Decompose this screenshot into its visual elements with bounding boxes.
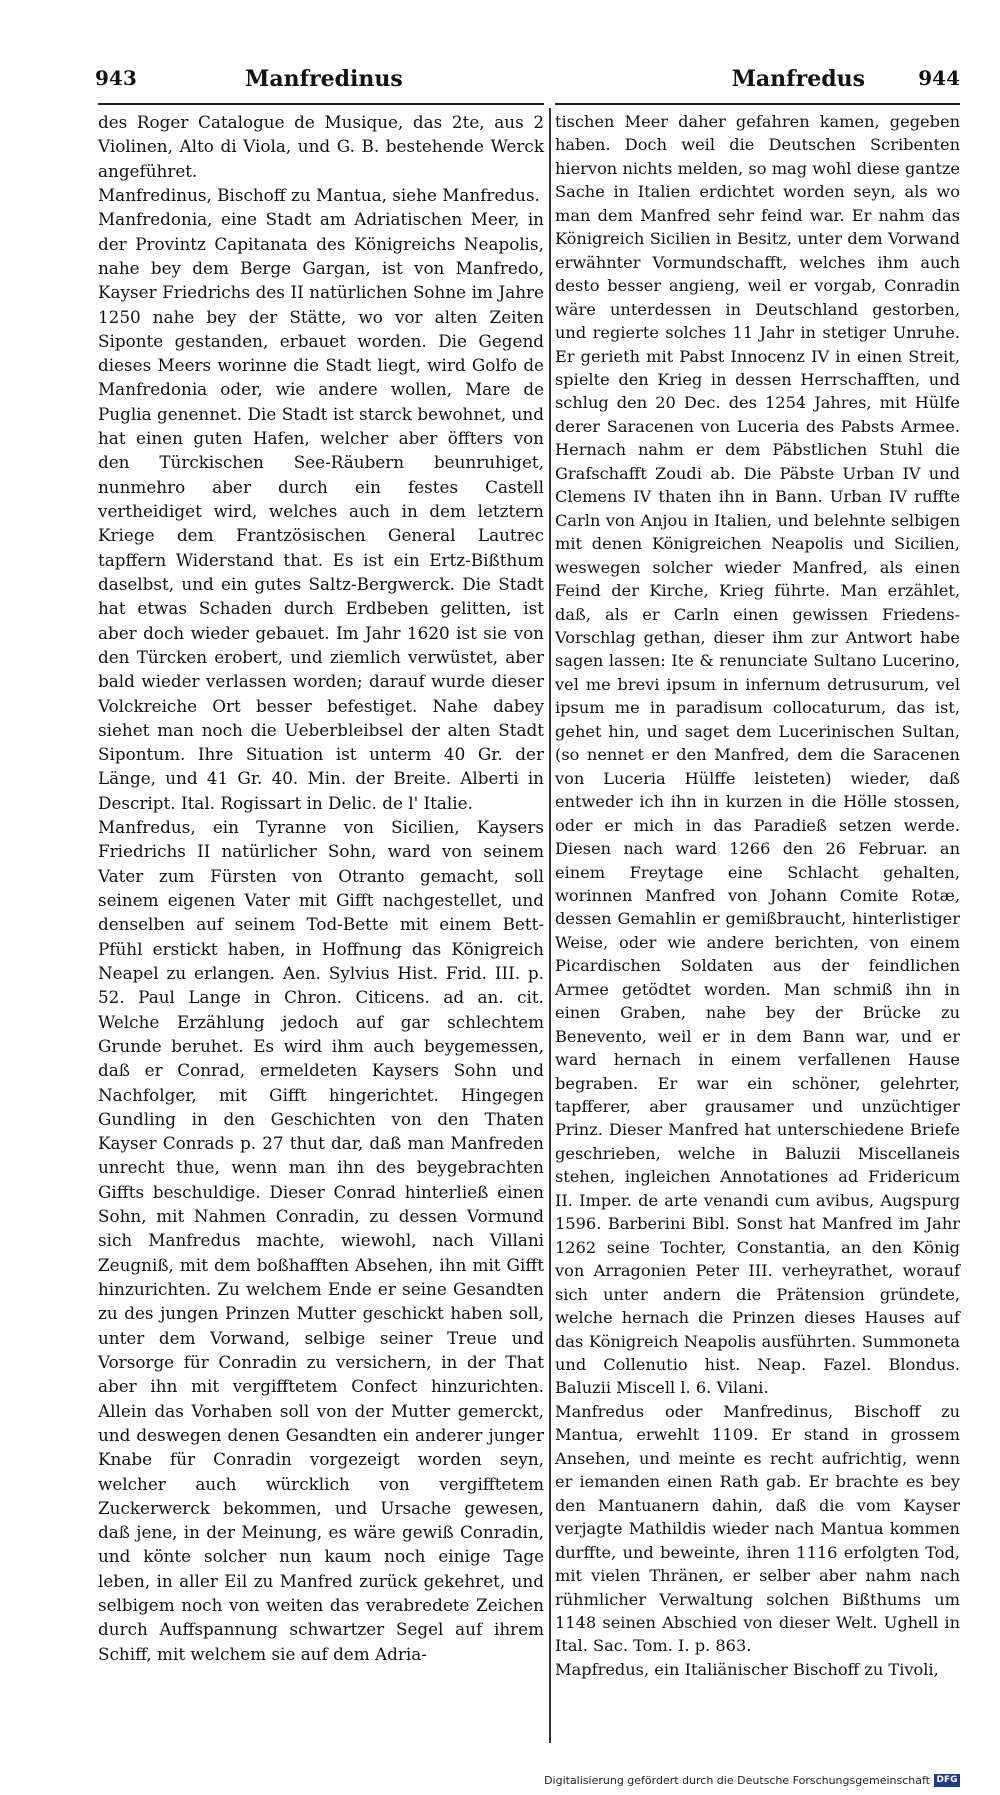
page-header [95,60,960,100]
header-rule-left [98,103,544,105]
paragraph: Manfredus oder Manfredinus, Bischoff zu Mantua, erwehlt 1109. Er stand in grossem Ansehen, und meinte es recht aufrichtig, wenn er iemanden einen Rath gab. Er brachte es bey den Mantuanern dahin, daß die vom Kayser verjagte Mathildis wieder nach Mantua kommen durffte, und beweinte, ihren 1116 erfolgten Tod, mit vielen Thränen, er selber aber nahm nach rühmlicher Verwaltung solchen Bißthums um 1148 seinen Abschied von dieser Welt. Ughell in Ital. Sac. Tom. I. p. 863. [555,1401,960,1656]
right-column [555,110,960,1681]
page-number-left: 943 [95,66,137,90]
page-number-right: 944 [918,66,960,90]
column-divider [549,108,551,1743]
paragraph: tischen Meer daher gefahren kamen, gegeben haben. Doch weil die Deutschen Scribenten hiervon nichts melden, so mag wohl diese gantze Sache in Italien erdichtet worden seyn, als wo man dem Manfred sehr feind war. Er nahm das Königreich Sicilien in Besitz, unter dem Vorwand erwähnter Vormundschafft, welches ihm auch desto besser angieng, weil er vorgab, Conradin wäre unterdessen in Deutschland gestorben, und regierte solches 11 Jahr in stetiger Unruhe. Er gerieth mit Pabst Innocenz IV in einen Streit, spielte den Krieg in dessen Herrschafften, und schlug den 20 Dec. des 1254 Jahres, mit Hülfe derer Saracenen von Luceria des Pabsts Armee. Hernach nahm er dem Päbstlichen Stuhl die Grafschafft Zoudi ab. Die Päbste Urban IV und Clemens IV thaten ihn in Bann. Urban IV ruffte Carln von Anjou in Italien, und belehnte selbigen mit denen Königreichen Neapolis und Sicilien, weswegen solcher wieder Manfred, als einen Feind der Kirche, Krieg führte. Man erzählet, daß, als er Carln einen gewissen Friedens-Vorschlag gethan, dieser ihm zur Antwort habe sagen lassen: Ite & renunciate Sultano Lucerino, vel me brevi ipsum in infernum detrusurum, vel ipsum me in paradisum collocaturum, das ist, gehet hin, und saget dem Lucerinischen Sultan, (so nennet er den Manfred, dem die Saracenen von Luceria Hülffe leisteten) wieder, daß entweder ich ihn in kurzen in die Hölle stossen, oder er mich in das Paradieß setzen werde. Diesen nach ward 1266 den 26 Februar. an einem Freytage eine Schlacht gehalten, worinnen Manfred von Johann Comite Rotæ, dessen Gemahlin er gemißbraucht, hinterlistiger Weise, oder wie andere berichten, von einem Picardischen Soldaten aus der feindlichen Armee getödtet worden. Man schmiß ihn in einen Graben, nahe bey der Brücke zu Benevento, weil er in dem Bann war, und er ward hernach in einem verfallenen Hause begraben. Er war ein schöner, gelehrter, tapfferer, aber grausamer und unzüchtiger Prinz. Dieser Manfred hat unterschiedene Briefe geschrieben, welche in Baluzii Miscellaneis stehen, ingleichen Annotationes ad Fridericum II. Imper. de arte venandi cum avibus, Augspurg 1596. Barberini Bibl. Sonst hat Manfred im Jahr 1262 seine Tochter, Constantia, an den König von Arragonien Peter III. verheyrathet, worauf sich unter andern die Prätension gründete, welche hernach die Prinzen dieses Hauses auf das Königreich Neapolis ausführten. Summoneta und Collenutio hist. Neap. Fazel. Blondus. Baluzii Miscell l. 6. Vilani. [555,112,960,1398]
paragraph: Manfredus, ein Tyranne von Sicilien, Kaysers Friedrichs II natürlicher Sohn, ward von seinem Vater zum Fürsten von Otranto gemacht, soll seinem eigenen Vater mit Gifft nachgestellet, und denselben auf seinem Tod-Bette mit einem Bett-Pfühl erstickt haben, in Hoffnung das Königreich Neapel zu erlangen. Aen. Sylvius Hist. Frid. III. p. 52. Paul Lange in Chron. Citicens. ad an. cit. Welche Erzählung jedoch auf gar schlechtem Grunde beruhet. Es wird ihm auch beygemessen, daß er Conrad, ermeldeten Kaysers Sohn und Nachfolger, mit Gifft hingerichtet. Hingegen Gundling in den Geschichten von den Thaten Kayser Conrads p. 27 thut dar, daß man Manfreden unrecht thue, wenn man ihn des beygebrachten Giffts beschuldige. Dieser Conrad hinterließ einen Sohn, mit Nahmen Conradin, zu dessen Vormund sich Manfredus machte, wiewohl, nach Villani Zeugniß, mit dem boßhafften Absehen, ihn mit Gifft hinzurichten. Zu welchem Ende er seine Gesandten zu des jungen Prinzen Mutter geschickt haben soll, unter dem Vorwand, selbige seiner Treue und Vorsorge für Conradin zu versichern, in der That aber ihn mit vergifftetem Confect hinzurichten. Allein das Vorhaben soll von der Mutter gemerckt, und deswegen denen Gesandten ein anderer junger Knabe für Conradin vorgezeigt worden seyn, welcher auch würcklich von vergifftetem Zuckerwerck bekommen, und Ursache gewesen, daß jene, in der Meinung, es wäre gewiß Conradin, und könte solcher nun kaum noch einige Tage leben, in aller Eil zu Manfred zurück gekehret, und selbigem noch von weiten das verabredete Zeichen durch Auffspannung schwartzer Segel auf ihrem Schiff, mit welchem sie auf dem Adria- [98,817,544,1664]
running-head-left: Manfredinus [245,66,403,92]
header-rule-right [555,103,960,105]
paragraph: Manfredinus, Bischoff zu Mantua, siehe Manfredus. [98,184,540,205]
running-head-right: Manfredus [731,66,865,92]
footer [544,1774,960,1787]
paragraph: Manfredonia, eine Stadt am Adriatischen Meer, in der Provintz Capitanata des Königreichs Neapolis, nahe bey dem Berge Gargan, ist von Manfredo, Kayser Friedrichs des II natürlichen Sohne im Jahre 1250 nahe bey der Stätte, wo vor alten Zeiten Siponte gestanden, erbauet worden. Die Gegend dieses Meers worinne die Stadt liegt, wird Golfo de Manfredonia oder, wie andere wollen, Mare de Puglia genennet. Die Stadt ist starck bewohnet, und hat einen guten Hafen, welcher aber öffters von den Türckischen See-Räubern beunruhiget, nunmehro aber durch ein festes Castell vertheidiget wird, welches auch in dem letztern Kriege dem Frantzösischen General Lautrec tapffern Widerstand that. Es ist ein Ertz-Bißthum daselbst, und ein gutes Saltz-Bergwerck. Die Stadt hat etwas Schaden durch Erdbeben gelitten, ist aber doch wieder gebauet. Im Jahr 1620 ist sie von den Türcken erobert, und ziemlich verwüstet, aber bald wieder verlassen worden; darauf wurde dieser Volckreiche Ort besser befestiget. Nahe dabey siehet man noch die Ueberbleibsel der alten Stadt Sipontum. Ihre Situation ist unterm 40 Gr. der Länge, und 41 Gr. 40. Min. der Breite. Alberti in Descript. Ital. Rogissart in Delic. de l' Italie. [98,209,544,813]
paragraph: des Roger Catalogue de Musique, das 2te, aus 2 Violinen, Alto di Viola, und G. B. bestehende Werck angeführet. [98,112,544,181]
paragraph: Mapfredus, ein Italiänischer Bischoff zu Tivoli, [555,1659,939,1679]
left-column [98,110,544,1666]
dfg-logo: DFG [934,1774,960,1787]
funding-note: Digitalisierung gefördert durch die Deutsche Forschungsgemeinschaft [544,1774,930,1787]
